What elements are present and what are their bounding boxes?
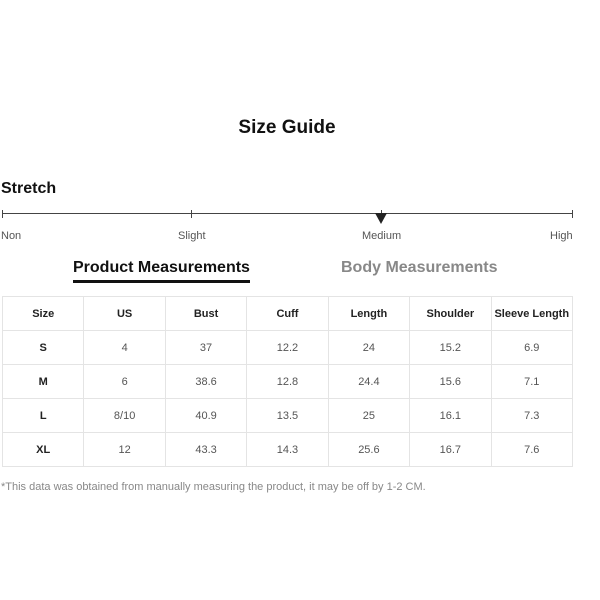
- stretch-tick-slight: [191, 210, 192, 218]
- table-cell: 43.3: [165, 433, 246, 467]
- column-header-length: Length: [328, 297, 409, 331]
- tab-body-measurements[interactable]: Body Measurements: [341, 259, 498, 276]
- page-title: Size Guide: [238, 117, 336, 138]
- table-cell: L: [3, 399, 84, 433]
- stretch-label-slight: Slight: [178, 230, 206, 242]
- stretch-label-non: Non: [1, 230, 22, 242]
- stretch-selected-marker-icon: [375, 213, 387, 224]
- table-row: [3, 399, 573, 433]
- column-header-cuff: Cuff: [247, 297, 328, 331]
- table-cell: 14.3: [247, 433, 328, 467]
- table-row: [3, 365, 573, 399]
- table-cell: M: [3, 365, 84, 399]
- table-cell: 40.9: [165, 399, 246, 433]
- column-header-us: US: [84, 297, 165, 331]
- table-header-row: [3, 297, 573, 331]
- table-cell: 7.3: [491, 399, 572, 433]
- column-header-shoulder: Shoulder: [410, 297, 491, 331]
- table-row: [3, 433, 573, 467]
- table-cell: 7.1: [491, 365, 572, 399]
- tab-product-measurements[interactable]: Product Measurements: [73, 259, 250, 276]
- stretch-heading: Stretch: [1, 180, 57, 197]
- table-cell: 15.6: [410, 365, 491, 399]
- table-cell: 4: [84, 331, 165, 365]
- table-row: [3, 331, 573, 365]
- table-cell: 24.4: [328, 365, 409, 399]
- table-cell: S: [3, 331, 84, 365]
- column-header-sleeve-length: Sleeve Length: [491, 297, 572, 331]
- table-cell: 16.1: [410, 399, 491, 433]
- column-header-size: Size: [3, 297, 84, 331]
- table-cell: 25: [328, 399, 409, 433]
- table-cell: 7.6: [491, 433, 572, 467]
- stretch-tick-non: [2, 210, 3, 218]
- table-cell: 25.6: [328, 433, 409, 467]
- stretch-tick-high: [572, 210, 573, 218]
- table-cell: 38.6: [165, 365, 246, 399]
- column-header-bust: Bust: [165, 297, 246, 331]
- table-cell: 15.2: [410, 331, 491, 365]
- table-cell: 37: [165, 331, 246, 365]
- measurements-table: [2, 296, 573, 467]
- table-cell: 8/10: [84, 399, 165, 433]
- table-cell: 12.8: [247, 365, 328, 399]
- stretch-label-medium: Medium: [362, 230, 402, 242]
- table-cell: 6.9: [491, 331, 572, 365]
- table-cell: 24: [328, 331, 409, 365]
- table-cell: 6: [84, 365, 165, 399]
- table-cell: 12: [84, 433, 165, 467]
- table-cell: 12.2: [247, 331, 328, 365]
- table-cell: 13.5: [247, 399, 328, 433]
- stretch-scale-line: [2, 213, 573, 214]
- footnote: *This data was obtained from manually measuring the product, it may be off by 1-2 CM.: [1, 481, 426, 493]
- stretch-label-high: High: [550, 230, 573, 242]
- table-cell: 16.7: [410, 433, 491, 467]
- table-cell: XL: [3, 433, 84, 467]
